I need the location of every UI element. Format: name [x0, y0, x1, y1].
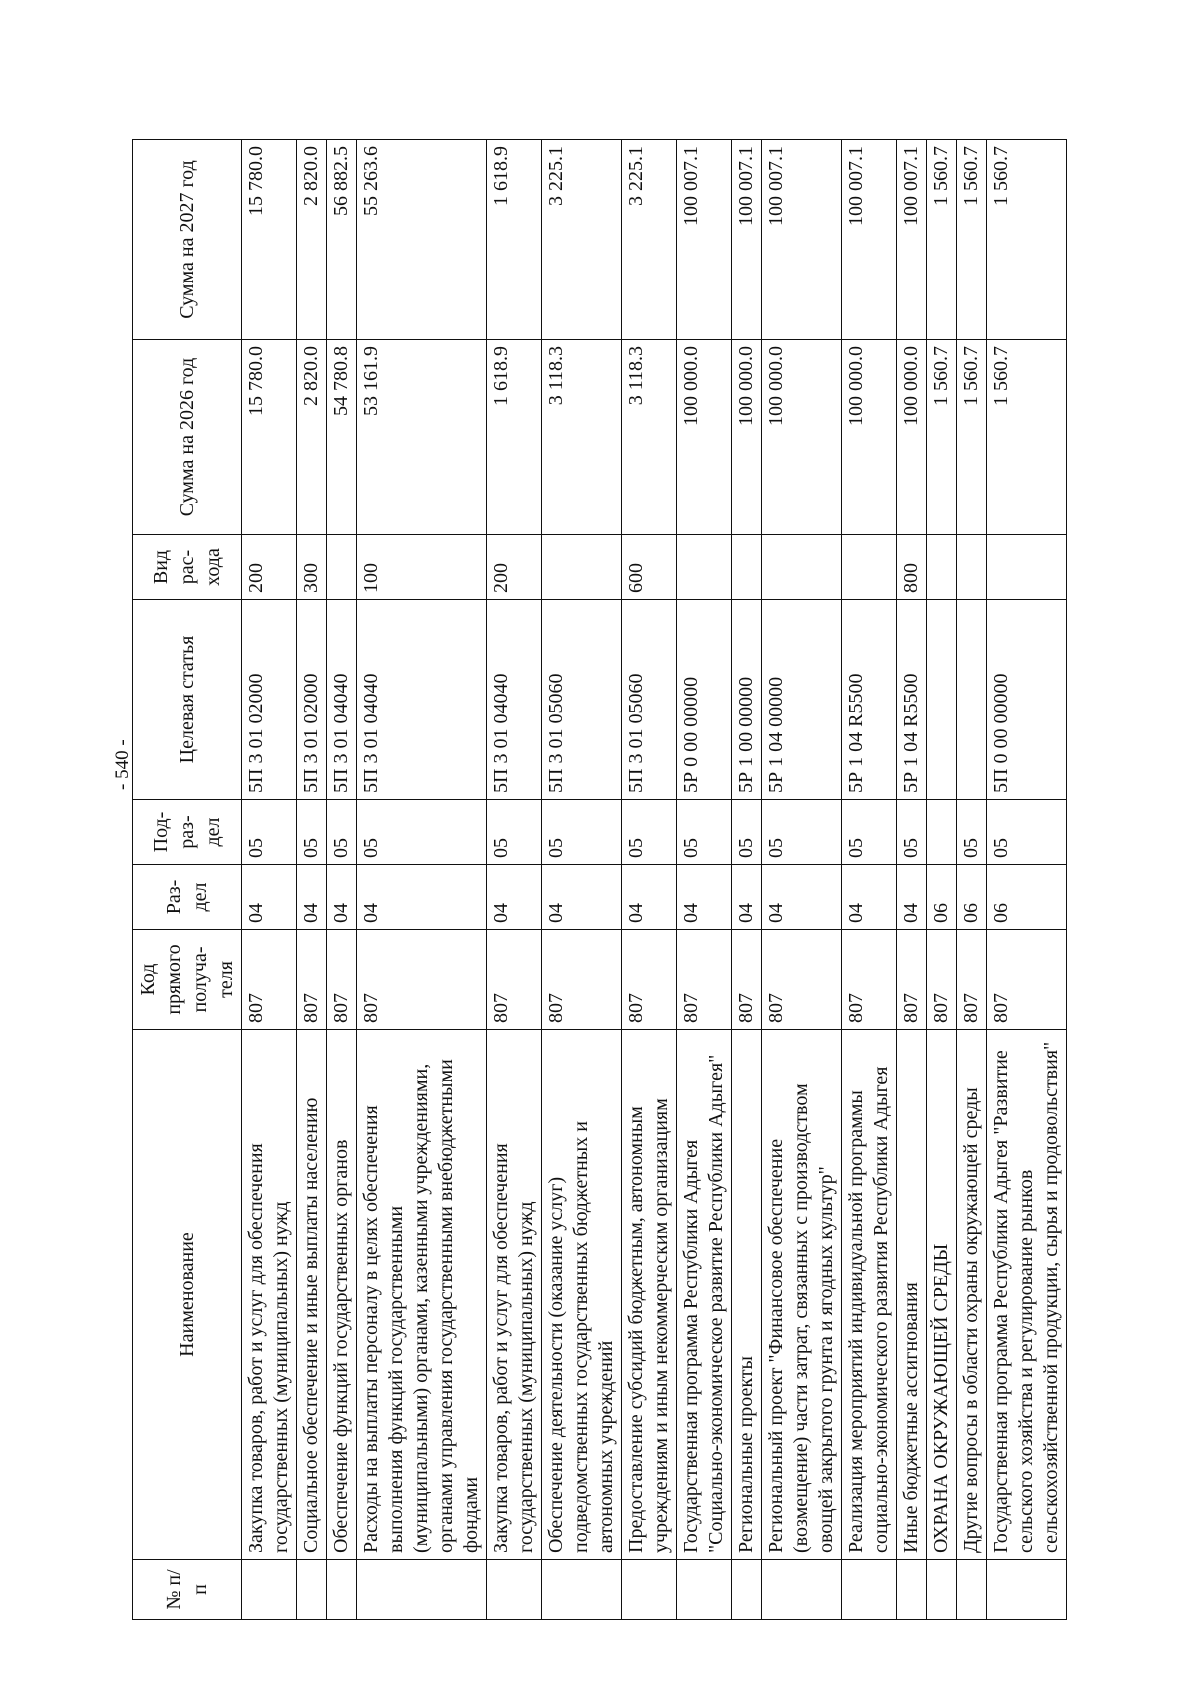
header-sum2026: Сумма на 2026 год	[133, 340, 242, 535]
cell-podrazdel: 05	[242, 800, 297, 865]
cell-vid	[927, 535, 957, 600]
cell-name: Расходы на выплаты персоналу в целях обеспечения выполнения функций государственными (муниципальными) органами, казенными учреждениями, органами управления государственными внебюджетными фондами	[357, 1030, 487, 1560]
header-vid: Вид рас- хода	[133, 535, 242, 600]
cell-n	[542, 1560, 622, 1620]
cell-razdel: 04	[542, 865, 622, 930]
rotated-table-container	[132, 140, 1200, 1620]
cell-podrazdel: 05	[987, 800, 1067, 865]
cell-n	[357, 1560, 487, 1620]
cell-vid	[677, 535, 732, 600]
page-number: - 540 -	[112, 739, 133, 790]
cell-razdel: 04	[487, 865, 542, 930]
table-row	[897, 140, 927, 1620]
cell-podrazdel: 05	[357, 800, 487, 865]
table-row	[927, 140, 957, 1620]
cell-kod: 807	[242, 930, 297, 1030]
cell-name: Государственная программа Республики Адыгея "Развитие сельского хозяйства и регулирование рынков сельскохозяйственной продукции, сырья и продовольствия"	[987, 1030, 1067, 1560]
cell-podrazdel: 05	[487, 800, 542, 865]
cell-name: Закупка товаров, работ и услуг для обеспечения государственных (муниципальных) нужд	[487, 1030, 542, 1560]
cell-name: Иные бюджетные ассигнования	[897, 1030, 927, 1560]
cell-sum2026: 54 780.8	[327, 340, 357, 535]
cell-podrazdel: 05	[622, 800, 677, 865]
cell-razdel: 04	[242, 865, 297, 930]
cell-vid: 100	[357, 535, 487, 600]
table-row	[732, 140, 762, 1620]
cell-razdel: 04	[897, 865, 927, 930]
cell-kod: 807	[732, 930, 762, 1030]
cell-kod: 807	[987, 930, 1067, 1030]
cell-vid: 800	[897, 535, 927, 600]
cell-vid: 200	[487, 535, 542, 600]
cell-n	[897, 1560, 927, 1620]
cell-razdel: 06	[927, 865, 957, 930]
cell-name: Предоставление субсидий бюджетным, автономным учреждениям и иным некоммерческим организациям	[622, 1030, 677, 1560]
cell-kod: 807	[297, 930, 327, 1030]
cell-sum2026: 15 780.0	[242, 340, 297, 535]
cell-podrazdel: 05	[762, 800, 842, 865]
cell-sum2027: 56 882.5	[327, 140, 357, 340]
cell-kod: 807	[357, 930, 487, 1030]
cell-kod: 807	[957, 930, 987, 1030]
cell-razdel: 04	[622, 865, 677, 930]
cell-n	[242, 1560, 297, 1620]
table-row	[622, 140, 677, 1620]
cell-sum2027: 15 780.0	[242, 140, 297, 340]
table-row	[327, 140, 357, 1620]
header-kod: Код прямого получа- теля	[133, 930, 242, 1030]
cell-kod: 807	[927, 930, 957, 1030]
cell-sum2026: 2 820.0	[297, 340, 327, 535]
cell-celevaya: 5П 3 01 05060	[542, 600, 622, 800]
cell-celevaya: 5Р 1 04 R5500	[842, 600, 897, 800]
cell-n	[842, 1560, 897, 1620]
cell-celevaya: 5П 3 01 02000	[297, 600, 327, 800]
table-row	[297, 140, 327, 1620]
cell-razdel: 04	[732, 865, 762, 930]
cell-sum2027: 100 007.1	[897, 140, 927, 340]
cell-sum2026: 100 000.0	[897, 340, 927, 535]
table-row	[762, 140, 842, 1620]
header-sum2027: Сумма на 2027 год	[133, 140, 242, 340]
cell-sum2026: 1 560.7	[927, 340, 957, 535]
cell-name: Региональный проект "Финансовое обеспечение (возмещение) части затрат, связанных с производством овощей закрытого грунта и ягодных культур"	[762, 1030, 842, 1560]
cell-podrazdel: 05	[542, 800, 622, 865]
cell-sum2026: 1 560.7	[957, 340, 987, 535]
table-row	[842, 140, 897, 1620]
cell-vid	[957, 535, 987, 600]
cell-vid	[842, 535, 897, 600]
cell-celevaya: 5Р 1 04 00000	[762, 600, 842, 800]
cell-celevaya: 5П 0 00 00000	[987, 600, 1067, 800]
cell-sum2026: 100 000.0	[677, 340, 732, 535]
cell-sum2027: 2 820.0	[297, 140, 327, 340]
table-row	[987, 140, 1067, 1620]
cell-kod: 807	[677, 930, 732, 1030]
cell-razdel: 06	[957, 865, 987, 930]
cell-celevaya: 5П 3 01 04040	[357, 600, 487, 800]
cell-sum2026: 100 000.0	[842, 340, 897, 535]
cell-n	[622, 1560, 677, 1620]
cell-n	[677, 1560, 732, 1620]
cell-kod: 807	[762, 930, 842, 1030]
cell-razdel: 04	[297, 865, 327, 930]
table-row	[357, 140, 487, 1620]
cell-sum2026: 100 000.0	[732, 340, 762, 535]
cell-vid: 300	[297, 535, 327, 600]
cell-podrazdel: 05	[957, 800, 987, 865]
cell-kod: 807	[487, 930, 542, 1030]
cell-name: Обеспечение функций государственных органов	[327, 1030, 357, 1560]
cell-sum2027: 3 225.1	[542, 140, 622, 340]
cell-n	[297, 1560, 327, 1620]
cell-vid	[987, 535, 1067, 600]
cell-sum2026: 3 118.3	[622, 340, 677, 535]
cell-name: Другие вопросы в области охраны окружающей среды	[957, 1030, 987, 1560]
cell-razdel: 04	[677, 865, 732, 930]
cell-razdel: 06	[987, 865, 1067, 930]
cell-sum2027: 1 618.9	[487, 140, 542, 340]
budget-table	[132, 139, 1067, 1620]
cell-sum2027: 3 225.1	[622, 140, 677, 340]
cell-n	[987, 1560, 1067, 1620]
cell-sum2027: 100 007.1	[732, 140, 762, 340]
cell-razdel: 04	[842, 865, 897, 930]
cell-vid: 600	[622, 535, 677, 600]
cell-sum2027: 100 007.1	[677, 140, 732, 340]
cell-sum2027: 100 007.1	[762, 140, 842, 340]
cell-sum2027: 1 560.7	[927, 140, 957, 340]
cell-vid	[542, 535, 622, 600]
cell-podrazdel: 05	[732, 800, 762, 865]
cell-name: Закупка товаров, работ и услуг для обеспечения государственных (муниципальных) нужд	[242, 1030, 297, 1560]
cell-sum2027: 1 560.7	[957, 140, 987, 340]
header-name: Наименование	[133, 1030, 242, 1560]
cell-name: Обеспечение деятельности (оказание услуг) подведомственных государственных бюджетных и автономных учреждений	[542, 1030, 622, 1560]
table-row	[677, 140, 732, 1620]
cell-n	[732, 1560, 762, 1620]
cell-vid	[327, 535, 357, 600]
cell-kod: 807	[842, 930, 897, 1030]
cell-sum2026: 53 161.9	[357, 340, 487, 535]
cell-kod: 807	[542, 930, 622, 1030]
table-body	[242, 140, 1067, 1620]
cell-kod: 807	[327, 930, 357, 1030]
cell-celevaya: 5П 3 01 05060	[622, 600, 677, 800]
cell-kod: 807	[622, 930, 677, 1030]
cell-kod: 807	[897, 930, 927, 1030]
cell-sum2026: 3 118.3	[542, 340, 622, 535]
cell-name: Социальное обеспечение и иные выплаты населению	[297, 1030, 327, 1560]
cell-sum2026: 100 000.0	[762, 340, 842, 535]
cell-sum2027: 1 560.7	[987, 140, 1067, 340]
cell-vid	[762, 535, 842, 600]
cell-name: ОХРАНА ОКРУЖАЮЩЕЙ СРЕДЫ	[927, 1030, 957, 1560]
cell-n	[327, 1560, 357, 1620]
cell-podrazdel: 05	[897, 800, 927, 865]
table-row	[487, 140, 542, 1620]
cell-podrazdel: 05	[677, 800, 732, 865]
cell-sum2026: 1 560.7	[987, 340, 1067, 535]
cell-vid	[732, 535, 762, 600]
cell-name: Государственная программа Республики Адыгея "Социально-экономическое развитие Республики Адыгея"	[677, 1030, 732, 1560]
cell-podrazdel: 05	[842, 800, 897, 865]
cell-n	[957, 1560, 987, 1620]
cell-n	[487, 1560, 542, 1620]
cell-celevaya: 5П 3 01 04040	[487, 600, 542, 800]
cell-razdel: 04	[357, 865, 487, 930]
cell-podrazdel	[927, 800, 957, 865]
cell-sum2026: 1 618.9	[487, 340, 542, 535]
cell-celevaya	[927, 600, 957, 800]
cell-celevaya: 5П 3 01 02000	[242, 600, 297, 800]
header-n: № п/п	[133, 1560, 242, 1620]
cell-celevaya	[957, 600, 987, 800]
header-razdel: Раз- дел	[133, 865, 242, 930]
header-row	[133, 140, 242, 1620]
table-row	[242, 140, 297, 1620]
cell-n	[762, 1560, 842, 1620]
cell-sum2027: 55 263.6	[357, 140, 487, 340]
header-podrazdel: Под- раз- дел	[133, 800, 242, 865]
cell-n	[927, 1560, 957, 1620]
cell-razdel: 04	[327, 865, 357, 930]
cell-celevaya: 5Р 1 04 R5500	[897, 600, 927, 800]
table-row	[542, 140, 622, 1620]
table-row	[957, 140, 987, 1620]
cell-podrazdel: 05	[297, 800, 327, 865]
cell-celevaya: 5П 3 01 04040	[327, 600, 357, 800]
cell-celevaya: 5Р 1 00 00000	[732, 600, 762, 800]
cell-sum2027: 100 007.1	[842, 140, 897, 340]
cell-podrazdel: 05	[327, 800, 357, 865]
cell-celevaya: 5Р 0 00 00000	[677, 600, 732, 800]
cell-razdel: 04	[762, 865, 842, 930]
header-celevaya: Целевая статья	[133, 600, 242, 800]
cell-name: Региональные проекты	[732, 1030, 762, 1560]
cell-vid: 200	[242, 535, 297, 600]
cell-name: Реализация мероприятий индивидуальной программы социально-экономического развития Республики Адыгея	[842, 1030, 897, 1560]
